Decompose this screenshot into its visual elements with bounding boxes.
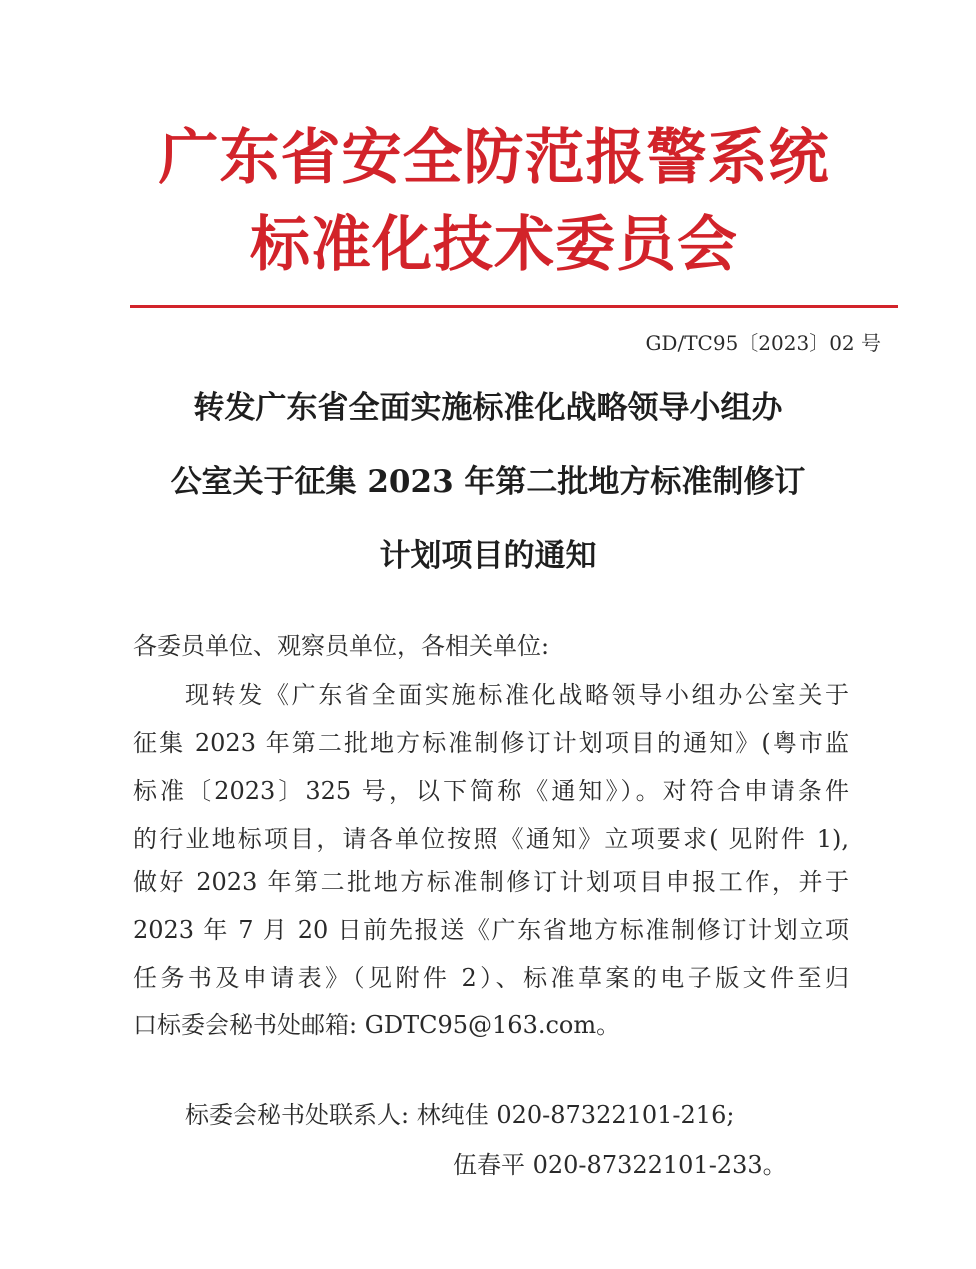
body-line-7: 任务书及申请表》（见附件 2）、标准草案的电子版文件至归 [133,964,849,992]
body-line-5: 做好 2023 年第二批地方标准制修订计划项目申报工作，并于 [133,868,849,896]
salutation: 各委员单位、观察员单位，各相关单位: [133,632,550,660]
body-line-1: 现转发《广东省全面实施标准化战略领导小组办公室关于 [185,681,849,709]
letterhead-line-2: 标准化技术委员会 [250,210,738,280]
body-line-8: 口标委会秘书处邮箱: GDTC95@163.com。 [133,1011,621,1039]
body-line-2: 征集 2023 年第二批地方标准制修订计划项目的通知》(粤市监 [133,729,849,757]
contact-line-1: 标委会秘书处联系人: 林纯佳 020-87322101-216; [185,1101,735,1129]
letterhead-line-1: 广东省安全防范报警系统 [158,123,830,193]
title-line-1: 转发广东省全面实施标准化战略领导小组办 [193,390,783,426]
contact-line-2: 伍春平 020-87322101-233。 [453,1151,787,1179]
title-line-2: 公室关于征集 2023 年第二批地方标准制修订 [170,464,806,500]
document-number: GD/TC95〔2023〕02 号 [645,331,881,355]
body-line-4: 的行业地标项目，请各单位按照《通知》立项要求( 见附件 1), [133,825,849,853]
letterhead-divider [130,305,898,308]
body-line-3: 标准〔2023〕325 号，以下简称《通知》）。对符合申请条件 [133,777,849,805]
title-line-3: 计划项目的通知 [379,538,597,574]
body-line-6: 2023 年 7 月 20 日前先报送《广东省地方标准制修订计划立项 [133,916,849,944]
